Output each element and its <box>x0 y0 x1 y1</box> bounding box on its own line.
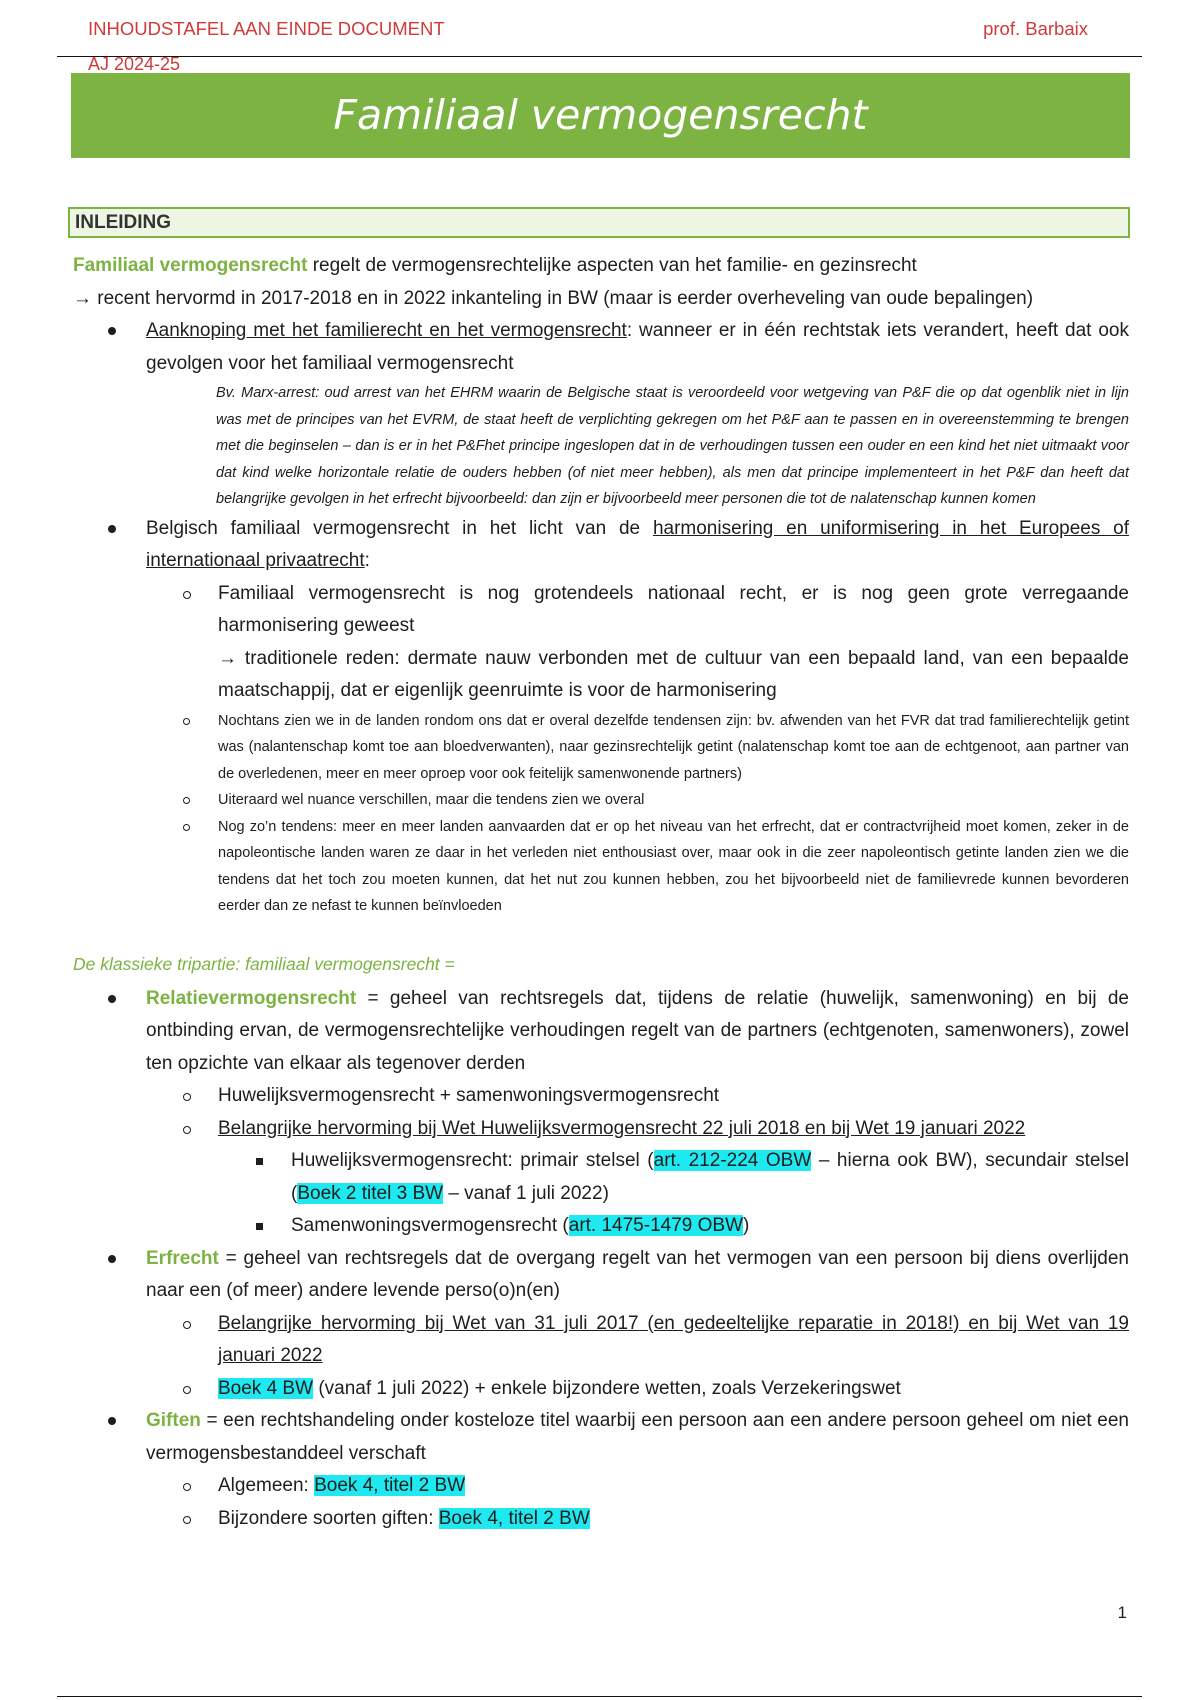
sub-contractvrijheid <box>73 814 1129 920</box>
header-right: prof. Barbaix <box>983 18 1088 39</box>
circle-bullet-icon <box>183 1321 191 1329</box>
section-heading: INLEIDING <box>68 207 1130 238</box>
giften-sub1 <box>73 1470 1129 1503</box>
bullet-aanknoping <box>73 315 1129 380</box>
reference-boek-4-titel-2-algemeen: Boek 4, titel 2 BW <box>314 1475 466 1496</box>
giften-def: = een rechtshandeling onder kosteloze titel waarbij een persoon aan een andere persoon geheel om niet een vermogensbestanddeel verschaft <box>146 1410 1129 1464</box>
circle-bullet-icon <box>183 797 190 804</box>
reference-boek-4-titel-2-bijzonder: Boek 4, titel 2 BW <box>438 1507 590 1529</box>
bullet-harmonisering-post: : <box>364 550 370 571</box>
bullet-icon <box>108 327 116 335</box>
svr-post: ) <box>743 1215 750 1236</box>
sub-contractvrijheid-text: Nog zo’n tendens: meer en meer landen aanvaarden dat er op het niveau van het erfrecht, dat er contractvrijheid moet komen, zeker in de napoleontische landen waren ze daar in het verleden niet enthousiast over, maar ook in die zeer napoleontisch getinte landen zien we die tendens dat het toch zou moeten kunnen, dat het nut zou kunnen hebben, zou het bijvoorbeeld niet de familievrede kunnen bevorderen eerder dan ze nefast te kunnen beïnvloeden <box>218 818 1129 914</box>
bullet-harmonisering-pre: Belgisch familiaal vermogensrecht in het licht van de <box>146 517 653 539</box>
erfrecht-sub1 <box>73 1308 1129 1373</box>
relatie-sub1 <box>73 1080 1129 1113</box>
giften-sub2-pre: Bijzondere soorten giften: <box>218 1507 439 1529</box>
relatie-samenwoningsvermogensrecht <box>73 1210 1129 1243</box>
header-year: AJ 2024-25 <box>88 54 181 71</box>
header-rule <box>57 56 1142 57</box>
reference-art-1475-1479: art. 1475-1479 OBW <box>568 1215 744 1236</box>
intro-paragraph <box>73 250 1129 283</box>
bullet-icon <box>108 1255 116 1263</box>
relatie-def: = geheel van rechtsregels dat, tijdens de relatie (huwelijk, samenwoning) en bij de ontbinding ervan, de vermogensrechtelijke verhoudingen regelt van de partners (echtgenoten, samenwoners), zowel ten opzichte van elkaar als tegenover derden <box>146 987 1129 1074</box>
hvr-pre: Huwelijksvermogensrecht: primair stelsel ( <box>291 1150 654 1171</box>
circle-bullet-icon <box>183 824 190 831</box>
circle-bullet-icon <box>183 1126 191 1134</box>
relatie-term: Relatievermogensrecht <box>146 987 357 1009</box>
intro-rest: regelt de vermogensrechtelijke aspecten van het familie- en gezinsrecht <box>307 255 917 276</box>
giften-term: Giften <box>146 1410 201 1431</box>
document-body <box>73 250 1129 1535</box>
hvr-mid: – hierna ook BW), secundair stelsel ( <box>291 1150 1130 1204</box>
reference-boek-2-titel-3: Boek 2 titel 3 BW <box>297 1182 444 1204</box>
bullet-icon <box>108 525 116 533</box>
svr-pre: Samenwoningsvermogensrecht ( <box>291 1215 569 1236</box>
relatie-sub2 <box>73 1113 1129 1146</box>
footer-rule <box>57 1696 1142 1697</box>
bullet-icon <box>108 995 116 1003</box>
bullet-giften <box>73 1405 1129 1470</box>
bullet-harmonisering <box>73 513 1129 578</box>
hvr-post: – vanaf 1 juli 2022) <box>443 1182 609 1204</box>
circle-bullet-icon <box>183 1483 191 1491</box>
reference-boek-4-bw: Boek 4 BW <box>218 1377 314 1399</box>
circle-bullet-icon <box>183 718 190 725</box>
relatie-sub1-text: Huwelijksvermogensrecht + samenwoningsvermogensrecht <box>218 1085 720 1106</box>
sub-nationaal-recht-arrow: → traditionele reden: dermate nauw verbonden met de cultuur van een bepaald land, van een bepaalde maatschappij, dat er eigenlijk geenruimte is voor de harmonisering <box>218 647 1129 701</box>
bullet-harmonisering-underlined: harmonisering en uniformisering in het Europees of internationaal privaatrecht <box>146 517 1129 571</box>
reference-art-212-224: art. 212-224 OBW <box>653 1150 812 1171</box>
bullet-erfrecht <box>73 1243 1129 1308</box>
bullet-icon <box>108 1417 116 1425</box>
square-bullet-icon <box>256 1223 263 1230</box>
bullet-relatievermogensrecht <box>73 983 1129 1081</box>
sub-nationaal-recht-main: Familiaal vermogensrecht is nog grotendeels nationaal recht, er is nog geen grote verregaande harmonisering geweest <box>218 582 1129 636</box>
circle-bullet-icon <box>183 1516 191 1524</box>
erfrecht-def: = geheel van rechtsregels dat de overgang regelt van het vermogen van een persoon bij diens overlijden naar een (of meer) andere levende perso(o)n(en) <box>146 1247 1129 1301</box>
intro-arrow-line: → recent hervormd in 2017-2018 en in 2022 inkanteling in BW (maar is eerder overheveling van oude bepalingen) <box>73 287 1034 309</box>
page-number: 1 <box>1117 1603 1127 1622</box>
circle-bullet-icon <box>183 1386 191 1394</box>
circle-bullet-icon <box>183 1093 191 1101</box>
square-bullet-icon <box>256 1158 263 1165</box>
intro-term: Familiaal vermogensrecht <box>73 255 308 276</box>
example-marx-arrest: Bv. Marx-arrest: oud arrest van het EHRM waarin de Belgische staat is veroordeeld voor wetgeving van P&F die op dat ogenblik niet in lijn was met de principes van het EVRM, de staat heeft de verplichting gekregen om het P&F aan te passen en in overeenstemming te brengen met die beginselen – dan is er in het P&Fhet principe ingeslopen dat in de verhoudingen tussen een ouder en een kind het niet uitmaakt voor dat kind welke horizontale relatie de ouders hebben (of niet meer hebben), als men dat principe implementeert in het P&F dan heeft dat belangrijke gevolgen in het erfrecht bijvoorbeeld: dan zijn er bijvoorbeeld meer personen die tot de nalatenschap kunnen komen <box>216 385 1129 507</box>
document-title: Familiaal vermogensrecht <box>71 73 1130 158</box>
header-left: INHOUDSTAFEL AAN EINDE DOCUMENT <box>88 18 445 39</box>
sub-tendensen-text: Nochtans zien we in de landen rondom ons dat er overal dezelfde tendensen zijn: bv. afwenden van het FVR dat trad familierechtelijk getint was (nalantenschap komt toe aan bloedverwanten), naar gezinsrechtelijk getint (nalatenschap komt toe aan de echtgenoot, aan partner van de overledenen, meer en meer oproep voor ook feitelijk samenwonende partners) <box>218 712 1129 782</box>
relatie-huwelijksvermogensrecht <box>73 1145 1129 1210</box>
erfrecht-sub2-rest: (vanaf 1 juli 2022) + enkele bijzondere wetten, zoals Verzekeringswet <box>313 1377 901 1399</box>
giften-sub1-pre: Algemeen: <box>218 1475 315 1496</box>
bullet-aanknoping-rest: : wanneer er in één rechtstak iets verandert, heeft dat ook gevolgen voor het familiaal vermogensrecht <box>146 320 1129 374</box>
erfrecht-sub1-text: Belangrijke hervorming bij Wet van 31 juli 2017 (en gedeeltelijke reparatie in 2018!) en bij Wet van 19 januari 2022 <box>218 1312 1129 1366</box>
circle-bullet-icon <box>183 591 191 599</box>
sub-nuance-text: Uiteraard wel nuance verschillen, maar die tendens zien we overal <box>218 792 645 808</box>
erfrecht-sub2 <box>73 1373 1129 1406</box>
bullet-aanknoping-underlined: Aanknoping met het familierecht en het vermogensrecht <box>146 320 627 341</box>
sub-nationaal-recht <box>73 578 1129 708</box>
tripartie-heading: De klassieke tripartie: familiaal vermogensrecht = <box>73 953 455 974</box>
sub-nuance <box>73 787 1129 814</box>
relatie-sub2-text: Belangrijke hervorming bij Wet Huwelijksvermogensrecht 22 juli 2018 en bij Wet 19 januari 2022 <box>218 1117 1026 1139</box>
erfrecht-term: Erfrecht <box>146 1247 219 1269</box>
sub-tendensen <box>73 708 1129 788</box>
giften-sub2 <box>73 1503 1129 1536</box>
